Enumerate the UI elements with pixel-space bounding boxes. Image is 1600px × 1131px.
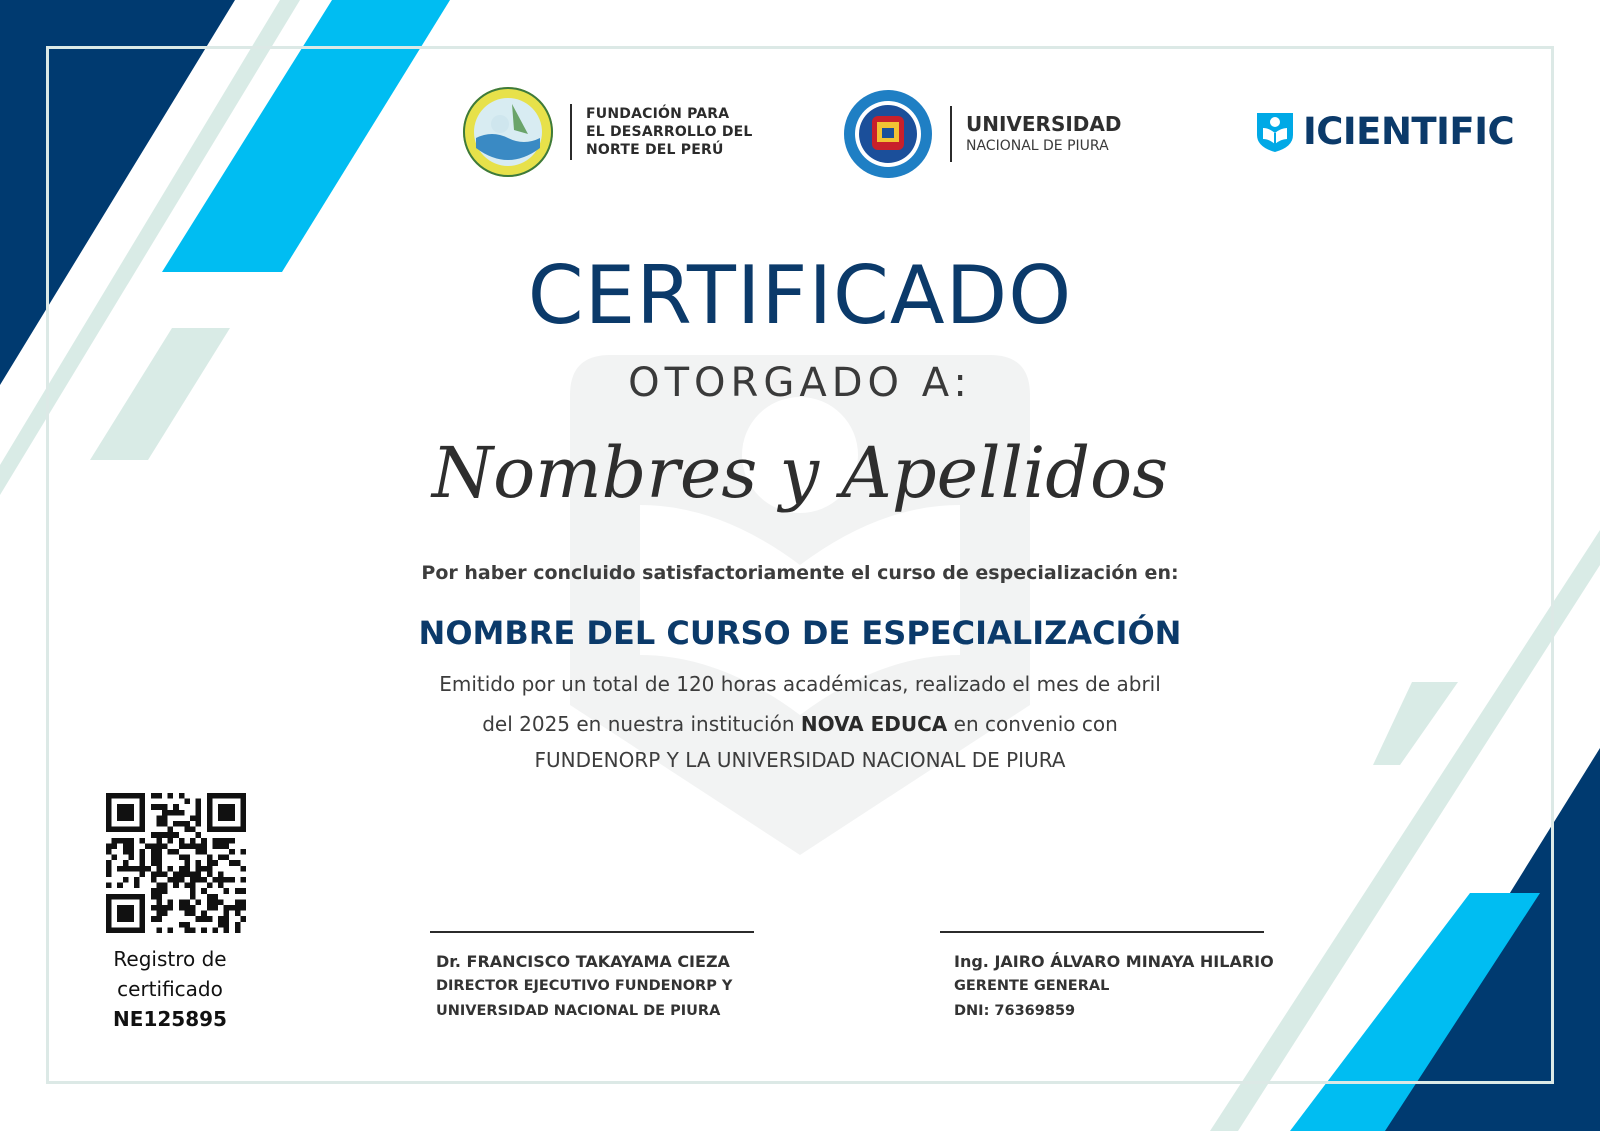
unp-logo bbox=[842, 88, 1122, 180]
recipient-name: Nombres y Apellidos bbox=[431, 432, 1169, 514]
course-name: NOMBRE DEL CURSO DE ESPECIALIZACIÓN bbox=[418, 614, 1182, 652]
certificate-title: CERTIFICADO bbox=[527, 249, 1073, 342]
fundenorp-seal-icon bbox=[462, 86, 554, 178]
register-code: NE125895 bbox=[113, 1007, 227, 1031]
certificate-register bbox=[70, 944, 270, 1034]
fundenorp-name-line: FUNDACIÓN PARA bbox=[586, 106, 730, 122]
unp-name bbox=[966, 112, 1122, 156]
description-line-1: Emitido por un total de 120 horas académicas, realizado el mes de abril bbox=[439, 672, 1161, 696]
unp-name-line2: NACIONAL DE PIURA bbox=[966, 138, 1109, 154]
description-line-2 bbox=[0, 710, 1600, 738]
signer-role: GERENTE GENERAL bbox=[954, 978, 1110, 994]
qr-code[interactable] bbox=[106, 793, 246, 933]
signer-id: DNI: 76369859 bbox=[954, 1003, 1076, 1019]
signature-line bbox=[940, 931, 1264, 933]
fundenorp-logo bbox=[462, 86, 753, 178]
register-label-line2: certificado bbox=[117, 977, 223, 1001]
signature-block-director bbox=[436, 950, 732, 1024]
certificate-subtitle: OTORGADO A: bbox=[628, 360, 972, 406]
icientific-logo bbox=[1255, 110, 1514, 154]
register-label-line1: Registro de bbox=[113, 947, 227, 971]
description-line-2-start: del 2025 en nuestra institución bbox=[482, 712, 801, 736]
signer-name: Dr. FRANCISCO TAKAYAMA CIEZA bbox=[436, 952, 730, 971]
description-line-3: FUNDENORP Y LA UNIVERSIDAD NACIONAL DE PIURA bbox=[534, 748, 1066, 772]
unp-divider bbox=[950, 106, 952, 162]
unp-name-line1: UNIVERSIDAD bbox=[966, 112, 1122, 136]
signer-role: UNIVERSIDAD NACIONAL DE PIURA bbox=[436, 1003, 721, 1019]
unp-seal-icon bbox=[842, 88, 934, 180]
icientific-wordmark: ICIENTIFIC bbox=[1303, 110, 1515, 153]
fundenorp-divider bbox=[570, 104, 572, 160]
signature-block-manager bbox=[954, 950, 1274, 1024]
fundenorp-name bbox=[586, 105, 753, 159]
signer-name: Ing. JAIRO ÁLVARO MINAYA HILARIO bbox=[954, 952, 1274, 971]
signature-line bbox=[430, 931, 754, 933]
completion-statement: Por haber concluido satisfactoriamente el curso de especialización en: bbox=[421, 562, 1179, 584]
shield-book-icon bbox=[1255, 111, 1295, 153]
fundenorp-name-line: EL DESARROLLO DEL bbox=[586, 124, 753, 140]
institution-name: NOVA EDUCA bbox=[800, 712, 948, 736]
description-line-2-end: en convenio con bbox=[947, 712, 1118, 736]
signer-role: DIRECTOR EJECUTIVO FUNDENORP Y bbox=[436, 978, 733, 994]
fundenorp-name-line: NORTE DEL PERÚ bbox=[586, 142, 724, 158]
